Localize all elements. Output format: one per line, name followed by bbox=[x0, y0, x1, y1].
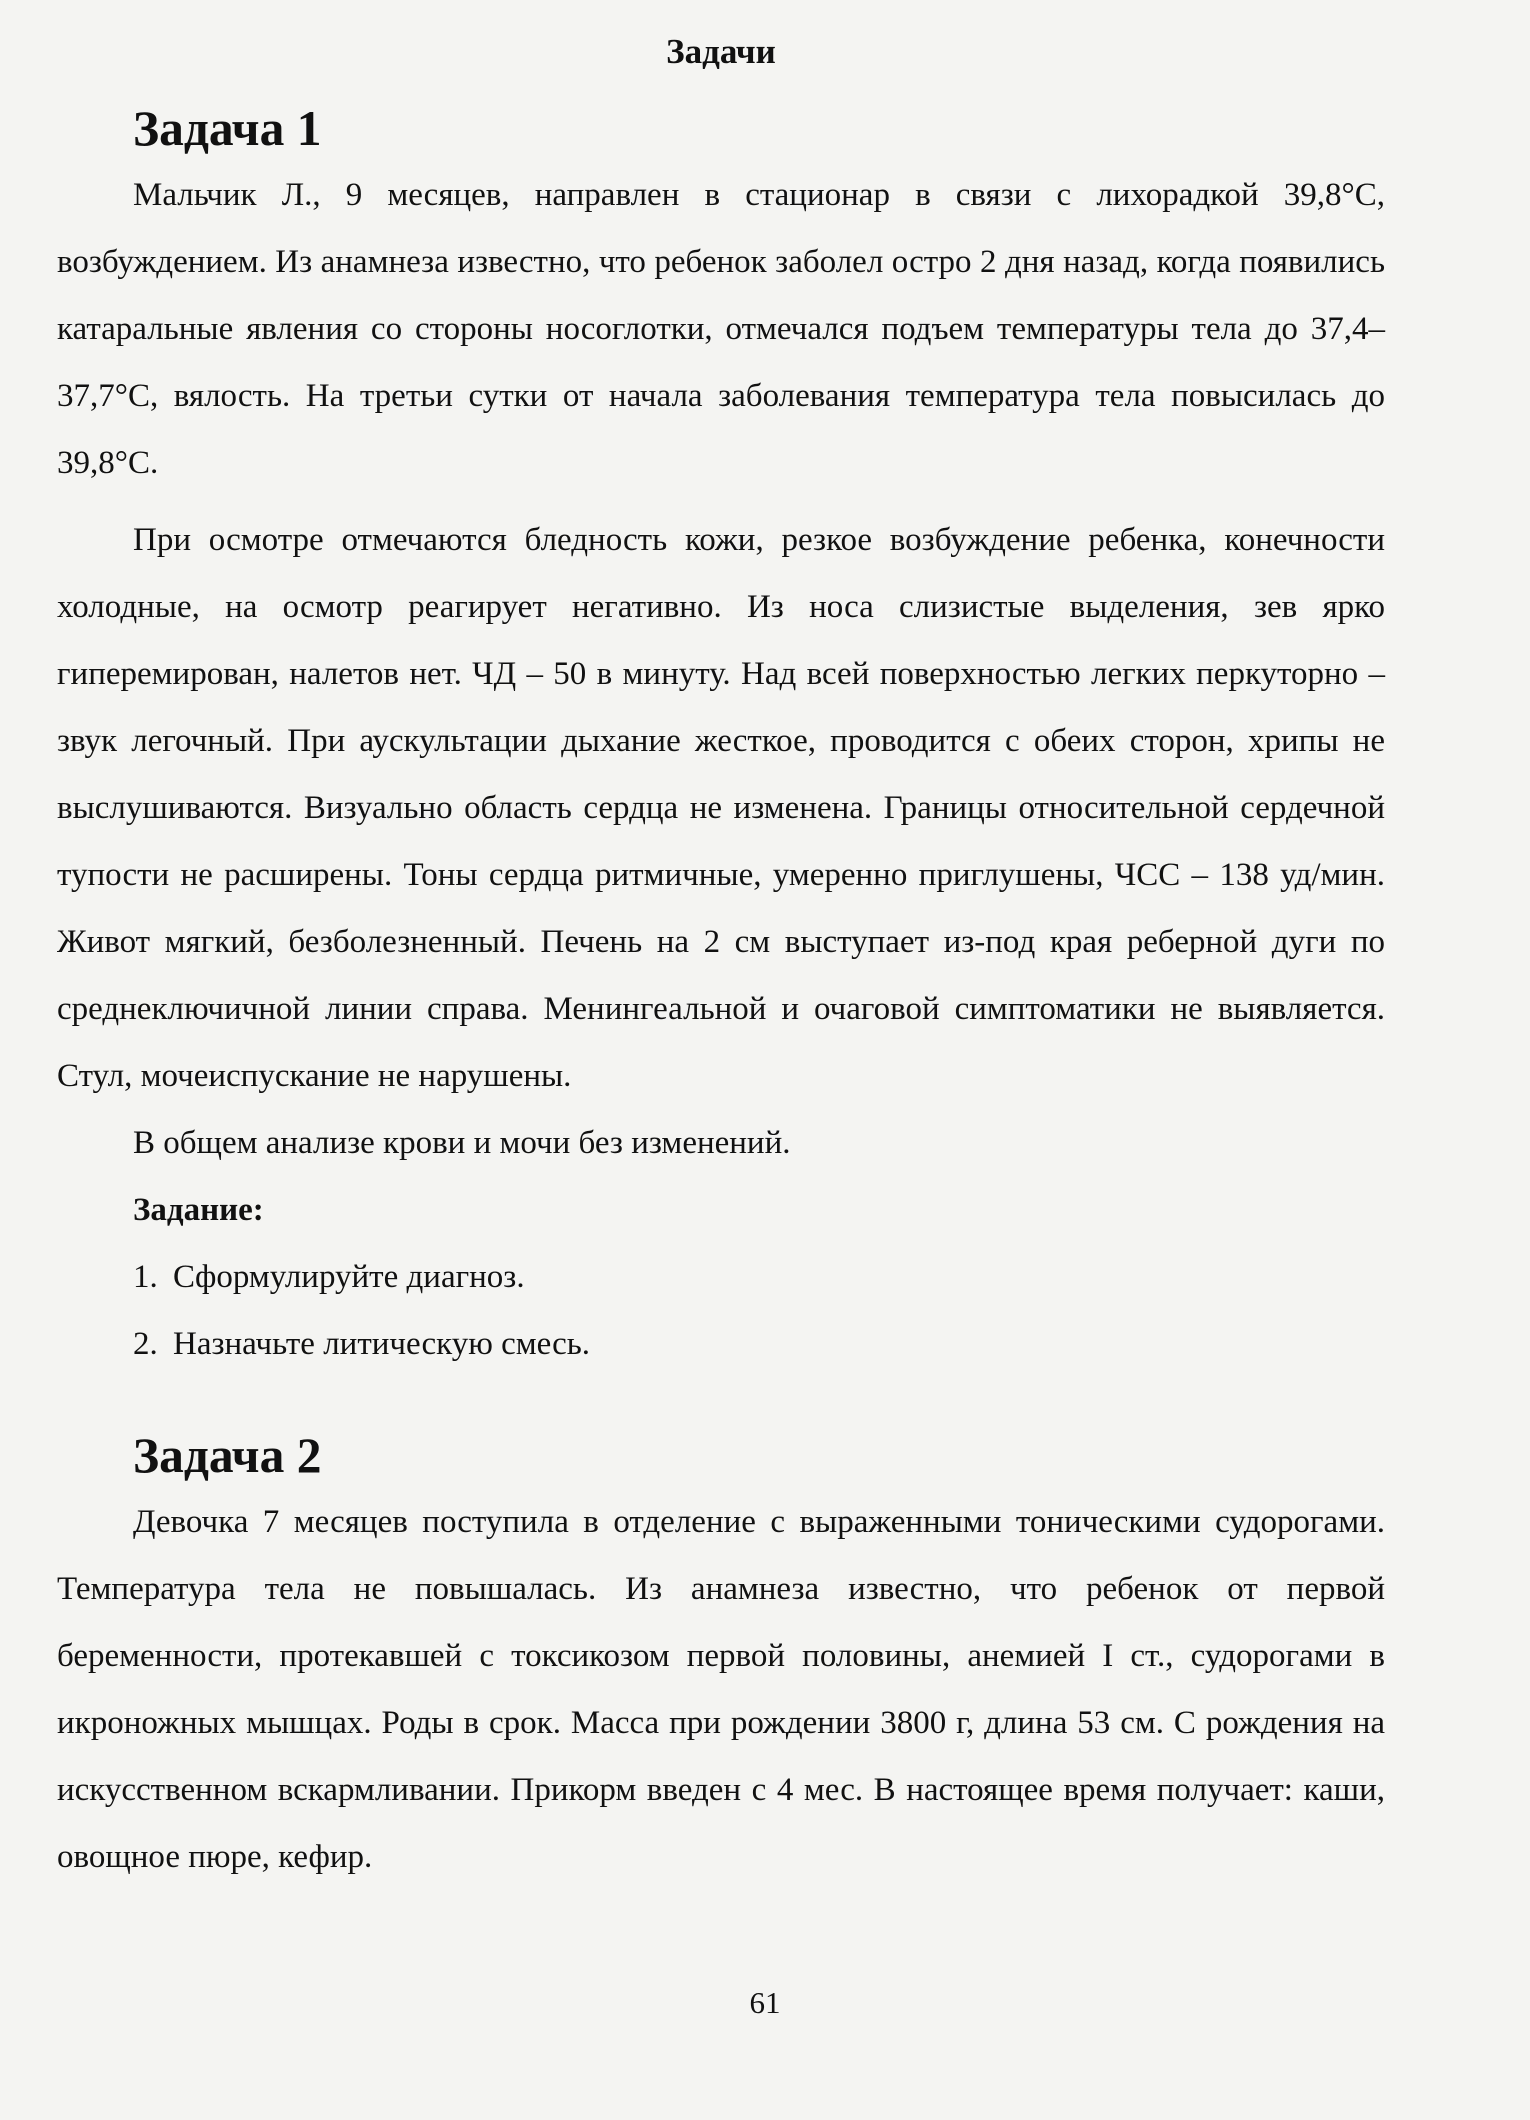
task-1-questions bbox=[57, 1244, 1385, 1378]
task-1-paragraph-2: При осмотре отмечаются бледность кожи, резкое возбуждение ребенка, конечности холодные, на осмотр реагирует негативно. Из носа слизистые выделения, зев ярко гиперемирован, налетов нет. ЧД – 50 в минуту. Над всей поверхностью легких перкуторно – звук легочный. При аускультации дыхание жесткое, проводится с обеих сторон, хрипы не выслушиваются. Визуально область сердца не изменена. Границы относительной сердечной тупости не расширены. Тоны сердца ритмичные, умеренно приглушены, ЧСС – 138 уд/мин. Живот мягкий, безболезненный. Печень на 2 см выступает из-под края реберной дуги по среднеключичной линии справа. Менингеальной и очаговой симптоматики не выявляется. Стул, мочеиспускание не нарушены. bbox=[57, 522, 1385, 1094]
page-number: 61 bbox=[749, 1985, 781, 2020]
page-content bbox=[57, 18, 1385, 1891]
question-number: 2. bbox=[133, 1326, 158, 1362]
task-1-paragraph-1: Мальчик Л., 9 месяцев, направлен в стационар в связи с лихорадкой 39,8°С, возбуждением. Из анамнеза известно, что ребенок заболел остро 2 дня назад, когда появились катаральные явления со стороны носоглотки, отмечался подъем температуры тела до 37,4–37,7°С, вялость. На третьи сутки от начала заболевания температура тела повысилась до 39,8°С. bbox=[57, 177, 1385, 481]
task-1-question-1 bbox=[57, 1244, 1385, 1311]
question-text: Назначьте литическую смесь. bbox=[173, 1326, 591, 1362]
task-1 bbox=[57, 95, 1385, 1378]
task-2-title: Задача 2 bbox=[133, 1428, 322, 1483]
task-1-assignment-title: Задание: bbox=[133, 1192, 264, 1228]
task-2 bbox=[57, 1422, 1385, 1891]
task-1-question-2 bbox=[57, 1311, 1385, 1378]
task-2-paragraph-1: Девочка 7 месяцев поступила в отделение с выраженными тоническими судорогами. Температура тела не повышалась. Из анамнеза известно, что ребенок от первой беременности, протекавшей с токсикозом первой половины, анемией I ст., судорогами в икроножных мышцах. Роды в срок. Масса при рождении 3800 г, длина 53 см. С рождения на искусственном вскармливании. Прикорм введен с 4 мес. В настоящее время получает: каши, овощное пюре, кефир. bbox=[57, 1504, 1385, 1875]
question-text: Сформулируйте диагноз. bbox=[173, 1259, 525, 1295]
task-1-paragraph-3: В общем анализе крови и мочи без изменений. bbox=[133, 1125, 791, 1161]
page-title: Задачи bbox=[666, 32, 776, 71]
task-1-title: Задача 1 bbox=[133, 101, 322, 156]
question-number: 1. bbox=[133, 1259, 158, 1295]
